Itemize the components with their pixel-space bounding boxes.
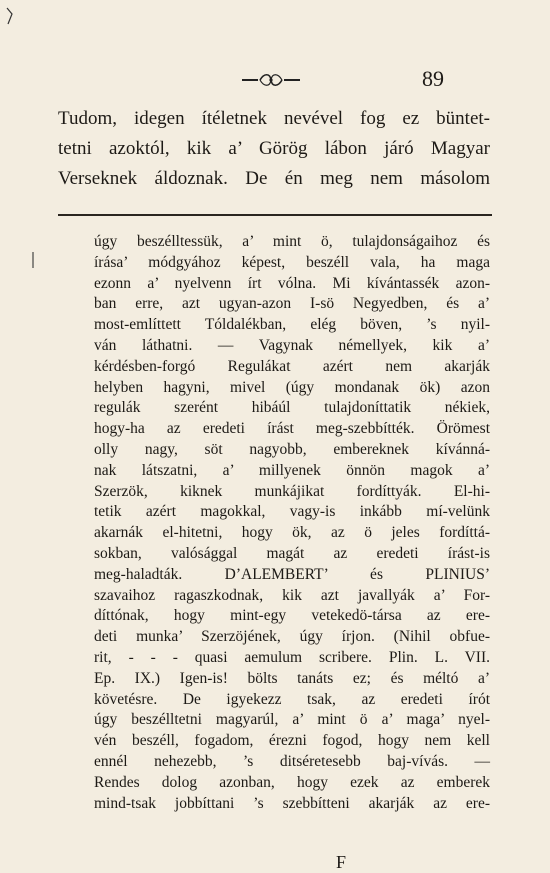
footnote-line: deti munka’ Szerzöjének, úgy írjon. (Nihil obfue- xyxy=(94,628,490,646)
footnote-line: ezonn a’ nyelvenn írt vólna. Mi kívántassék azon- xyxy=(94,274,490,292)
page-number: 89 xyxy=(422,66,444,91)
ornament-icon xyxy=(240,70,302,90)
footnote-line: akarnák el-hitetni, hogy ök, az ö jeles fordíttá- xyxy=(94,524,490,542)
footnote-line: Rendes dolog azonban, hogy ezek az emberek xyxy=(94,773,490,791)
footnote-line: mind-tsak jobbíttani ’s szebbítteni akarják az ere- xyxy=(94,794,490,812)
footnote-line: hogy-ha az eredeti írást meg-szebbítték. Örömest xyxy=(94,420,490,438)
margin-mark-icon xyxy=(30,250,36,270)
footnote-line: ban erre, azt ugyan-azon I-sö Negyedben, és a’ xyxy=(94,295,490,313)
footnote-line: most-említtett Tóldalékban, elég böven, ’s nyil- xyxy=(94,316,490,334)
footnote-line: vén beszéll, fogadom, érezni fogod, hogy nem kell xyxy=(94,732,490,750)
footnote-line: írása’ módgyához képest, beszéll vala, ha maga xyxy=(94,253,490,271)
margin-mark-icon xyxy=(4,6,20,26)
footnote-line: ennél nehezebb, ’s ditséretesebb baj-vívás. — xyxy=(94,752,490,770)
footnote-divider xyxy=(58,214,492,216)
footnote-line: sokban, valósággal magát az eredeti írást-is xyxy=(94,544,490,562)
footnote-line: helyben hagyni, mivel (úgy mondanak ök) azon xyxy=(94,378,490,396)
footnote-line: díttónak, hogy mint-egy vetekedö-társa az ere- xyxy=(94,607,490,625)
footnote-line: meg-haladták. D’ALEMBERT’ és PLINIUS’ xyxy=(94,565,490,583)
main-text xyxy=(58,104,490,194)
footnote-line: Ep. IX.) Igen-is! bölts tanáts ez; és méltó a’ xyxy=(94,669,490,687)
footnote-line: Szerzök, kiknek munkájikat fordíttyák. El-hi- xyxy=(94,482,490,500)
footnote-line: rit, - - - quasi aemulum scribere. Plin. L. VII. xyxy=(94,648,490,666)
footnote-line: úgy beszélltetni magyarúl, a’ mint ö a’ maga’ nyel- xyxy=(94,711,490,729)
footnote-line: regulák szerént hibáúl tulajdoníttatik nékiek, xyxy=(94,399,490,417)
footnote-line: szavaihoz ragaszkodnak, kik azt javallyák a’ For- xyxy=(94,586,490,604)
main-line: tetni azoktól, kik a’ Görög lábon járó Magyar xyxy=(58,138,490,159)
footnote-line: ván láthatni. — Vagynak némellyek, kik a’ xyxy=(94,336,490,354)
signature-mark: F xyxy=(336,852,347,872)
main-line: Tudom, idegen ítéletnek nevével fog ez büntet- xyxy=(58,108,490,129)
footnote-line: nak látszatni, a’ millyenek önnön magok a’ xyxy=(94,461,490,479)
footnote-line: úgy beszélltessük, a’ mint ö, tulajdonságaihoz és xyxy=(94,233,490,250)
footnote-line: olly nagy, söt nagyobb, embereknek kívánná- xyxy=(94,440,490,458)
page-header xyxy=(0,66,550,96)
main-line: Verseknek áldoznak. De én meg nem másolom xyxy=(58,168,490,189)
footnote-line: követésre. De igyekezz tsak, az eredeti írót xyxy=(94,690,490,708)
footnote-line: tetik azért magokkal, vagy-is inkább mí-velünk xyxy=(94,503,490,521)
footnote-line: kérdésben-forgó Regulákat azért nem akarják xyxy=(94,357,490,375)
footnote-text xyxy=(94,232,490,814)
